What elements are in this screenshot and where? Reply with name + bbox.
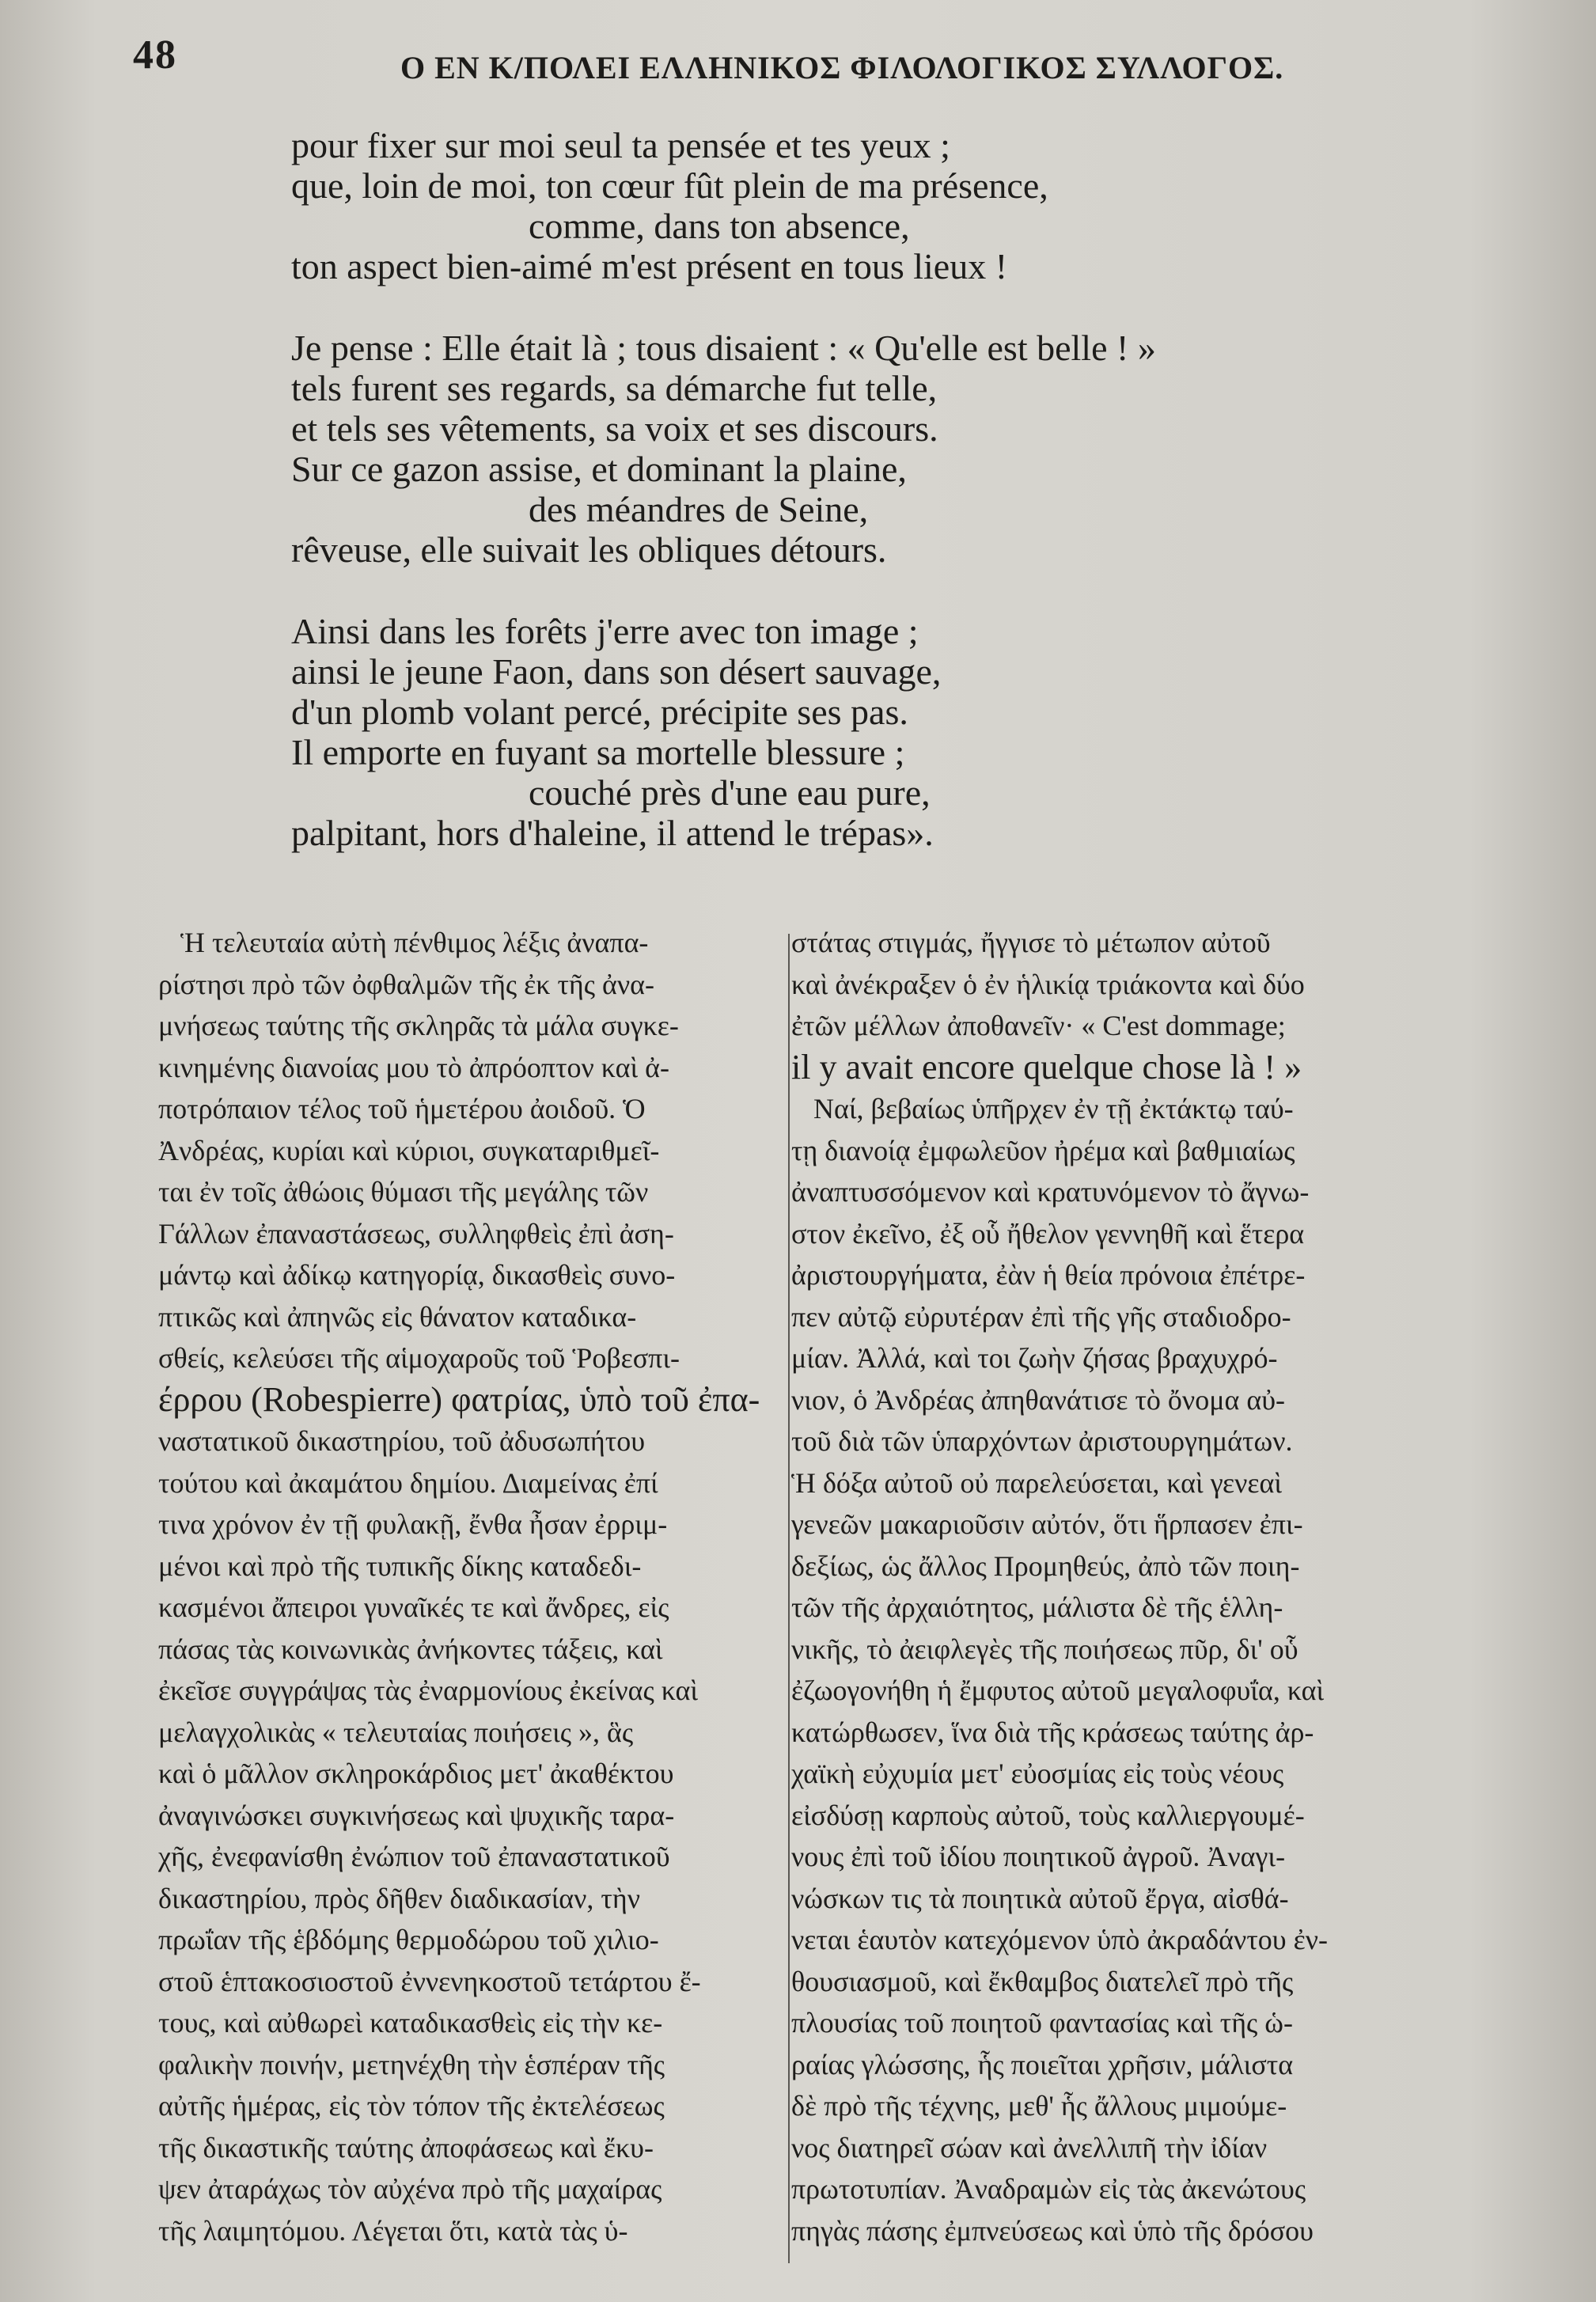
text-line: ναστατικοῦ δικαστηρίου, τοῦ ἀδυσωπήτου [158, 1425, 646, 1457]
text-line: δικαστηρίου, πρὸς δῆθεν διαδικασίαν, τὴν [158, 1882, 640, 1914]
text-line: ἀναπτυσσόμενον καὶ κρατυνόμενον τὸ ἄγνω- [791, 1176, 1310, 1208]
poem-line: Je pense : Elle était là ; tous disaient : « Qu'elle est belle ! » [291, 328, 1156, 368]
text-line: πηγὰς πάσης ἐμπνεύσεως καὶ ὑπὸ τῆς δρόσου [791, 2214, 1314, 2247]
text-line: τους, καὶ αὐθωρεὶ καταδικασθεὶς εἰς τὴν κε- [158, 2007, 663, 2038]
text-line: μάντῳ καὶ ἀδίκῳ κατηγορίᾳ, δικασθεὶς συνο- [158, 1259, 676, 1291]
text-line: il y avait encore quelque chose là ! » [791, 1047, 1302, 1087]
text-line: μίαν. Ἀλλά, καὶ τοι ζωὴν ζήσας βραχυχρό- [791, 1342, 1278, 1374]
text-line: μελαγχολικὰς « τελευταίας ποιήσεις », ἃς [158, 1716, 634, 1748]
poem-line: Ainsi dans les forêts j'erre avec ton image ; [291, 611, 919, 651]
running-title: Ο ΕΝ Κ/ΠΟΛΕΙ ΕΛΛΗΝΙΚΟΣ ΦΙΛΟΛΟΓΙΚΟΣ ΣΥΛΛΟΓΟΣ. [400, 50, 1284, 85]
text-line: θουσιασμοῦ, καὶ ἔκθαμβος διατελεῖ πρὸ τῆς [791, 1965, 1294, 1997]
text-line: τῆς δικαστικῆς ταύτης ἀποφάσεως καὶ ἔκυ- [158, 2131, 654, 2164]
text-line: τοῦ διὰ τῶν ὑπαρχόντων ἀριστουργημάτων. [791, 1425, 1293, 1457]
poem-line: Sur ce gazon assise, et dominant la plaine, [291, 449, 907, 489]
text-line: ψεν ἀταράχως τὸν αὐχένα πρὸ τῆς μαχαίρας [158, 2173, 662, 2205]
text-line: ἀναγινώσκει συγκινήσεως καὶ ψυχικῆς ταρα- [158, 1799, 675, 1831]
text-line: τινα χρόνον ἐν τῇ φυλακῇ, ἔνθα ἦσαν ἐρριμ- [158, 1508, 668, 1540]
text-line: μνήσεως ταύτης τῆς σκληρᾶς τὰ μάλα συγκε- [158, 1010, 679, 1041]
poem-line: et tels ses vêtements, sa voix et ses discours. [291, 408, 938, 449]
text-line: ποτρόπαιον τέλος τοῦ ἡμετέρου ἀοιδοῦ. Ὁ [158, 1093, 646, 1124]
column-divider [788, 934, 790, 2263]
text-line: νεται ἑαυτὸν κατεχόμενον ὑπὸ ἀκραδάντου ἐν- [791, 1924, 1328, 1955]
poem-stanza [291, 328, 1336, 570]
text-line: σθείς, κελεύσει τῆς αἱμοχαροῦς τοῦ Ῥοβεσπι- [158, 1342, 680, 1374]
text-line: καὶ ἀνέκραξεν ὁ ἐν ἡλικίᾳ τριάκοντα καὶ δύο [791, 968, 1305, 1000]
poem-line: Il emporte en fuyant sa mortelle blessure ; [291, 732, 905, 772]
text-line: νικῆς, τὸ ἀειφλεγὲς τῆς ποιήσεως πῦρ, δι' οὗ [791, 1633, 1298, 1665]
text-line: Ἡ δόξα αὐτοῦ οὐ παρελεύσεται, καὶ γενεαὶ [791, 1466, 1283, 1499]
text-line: νος διατηρεῖ σώαν καὶ ἀνελλιπῆ τὴν ἰδίαν [791, 2131, 1268, 2164]
text-line: γενεῶν μακαριοῦσιν αὐτόν, ὅτι ἥρπασεν ἐπι- [791, 1508, 1303, 1540]
text-line: Γάλλων ἐπαναστάσεως, συλληφθεὶς ἐπὶ ἀση- [158, 1217, 674, 1250]
text-line: ται ἐν τοῖς ἀθώοις θύμασι τῆς μεγάλης τῶν [158, 1176, 649, 1208]
text-line: χαϊκὴ εὐχυμία μετ' εὐοσμίας εἰς τοὺς νέους [791, 1758, 1284, 1789]
text-line: χῆς, ἐνεφανίσθη ἐνώπιον τοῦ ἐπαναστατικοῦ [158, 1841, 670, 1872]
poem-line: que, loin de moi, ton cœur fût plein de ma présence, [291, 165, 1048, 206]
text-line: στάτας στιγμάς, ἤγγισε τὸ μέτωπον αὐτοῦ [791, 927, 1271, 958]
page-header [133, 32, 1320, 103]
text-line: Ναί, βεβαίως ὑπῆρχεν ἐν τῇ ἐκτάκτῳ ταύ- [813, 1093, 1294, 1124]
poem-stanza [291, 611, 1336, 853]
text-line: ἐτῶν μέλλων ἀποθανεῖν· « C'est dommage; [791, 1010, 1286, 1041]
text-line: ἐζωογονήθη ἡ ἔμφυτος αὐτοῦ μεγαλοφυΐα, καὶ [791, 1674, 1325, 1706]
text-line: φαλικὴν ποινήν, μετηνέχθη τὴν ἑσπέραν τῆς [158, 2048, 665, 2080]
text-line: έρρου (Robespierre) φατρίας, ὑπὸ τοῦ ἐπα- [158, 1379, 760, 1419]
poem-line: pour fixer sur moi seul ta pensée et tes yeux ; [291, 125, 950, 165]
text-line: ἀριστουργήματα, ἐὰν ἡ θεία πρόνοια ἐπέτρε- [791, 1259, 1306, 1291]
text-line: κασμένοι ἄπειροι γυναῖκές τε καὶ ἄνδρες, εἰς [158, 1591, 669, 1623]
poem-line: palpitant, hors d'haleine, il attend le trépas». [291, 813, 934, 853]
text-line: πλουσίας τοῦ ποιητοῦ φαντασίας καὶ τῆς ὡ- [791, 2007, 1293, 2038]
text-line: πτικῶς καὶ ἀπηνῶς εἰς θάνατον καταδικα- [158, 1300, 637, 1333]
text-line: δεξίως, ὡς ἄλλος Προμηθεύς, ἀπὸ τῶν ποιη- [791, 1549, 1300, 1582]
french-poem [291, 125, 1336, 894]
poem-line: rêveuse, elle suivait les obliques détours. [291, 529, 887, 570]
text-line: κινημένης διανοίας μου τὸ ἀπρόοπτον καὶ ἀ- [158, 1051, 670, 1083]
text-line: νους ἐπὶ τοῦ ἰδίου ποιητικοῦ ἀγροῦ. Ἀναγι- [791, 1841, 1286, 1872]
text-line: Ἡ τελευταία αὐτὴ πένθιμος λέξις ἀναπα- [180, 927, 649, 958]
text-line: νώσκων τις τὰ ποιητικὰ αὐτοῦ ἔργα, αἰσθά- [791, 1882, 1289, 1914]
text-line: καὶ ὁ μᾶλλον σκληροκάρδιος μετ' ἀκαθέκτου [158, 1758, 674, 1789]
text-line: πρωΐαν τῆς ἑβδόμης θερμοδώρου τοῦ χιλιο- [158, 1924, 659, 1955]
right-column [791, 922, 1464, 2251]
text-line: πεν αὐτῷ εὐρυτέραν ἐπὶ τῆς γῆς σταδιοδρο- [791, 1300, 1291, 1333]
text-line: κατώρθωσεν, ἵνα διὰ τῆς κράσεως ταύτης ἀρ- [791, 1716, 1314, 1748]
text-line: νιον, ὁ Ἀνδρέας ἀπηθανάτισε τὸ ὄνομα αὐ- [791, 1383, 1286, 1416]
text-line: μένοι καὶ πρὸ τῆς τυπικῆς δίκης καταδεδι- [158, 1549, 642, 1582]
text-line: στοῦ ἑπτακοσιοστοῦ ἐννενηκοστοῦ τετάρτου ἔ- [158, 1965, 701, 1997]
page-number: 48 [133, 32, 177, 78]
text-line: τῆς λαιμητόμου. Λέγεται ὅτι, κατὰ τὰς ὑ- [158, 2214, 628, 2247]
text-line: τῶν τῆς ἀρχαιότητος, μάλιστα δὲ τῆς ἑλλη- [791, 1591, 1283, 1623]
text-line: πάσας τὰς κοινωνικὰς ἀνήκοντες τάξεις, καὶ [158, 1633, 663, 1665]
text-line: ἐκεῖσε συγγράψας τὰς ἐναρμονίους ἐκείνας καὶ [158, 1674, 699, 1706]
text-line: τῃ διανοίᾳ ἐμφωλεῦον ἠρέμα καὶ βαθμιαίως [791, 1134, 1295, 1166]
text-line: αὐτῆς ἡμέρας, εἰς τὸν τόπον τῆς ἐκτελέσεως [158, 2090, 665, 2122]
left-column [158, 922, 783, 2251]
poem-line: d'un plomb volant percé, précipite ses pas. [291, 692, 908, 732]
text-line: πρωτοτυπίαν. Ἀναδραμὼν εἰς τὰς ἀκενώτους [791, 2173, 1306, 2205]
poem-line: comme, dans ton absence, [529, 206, 910, 246]
text-line: Ἀνδρέας, κυρίαι καὶ κύριοι, συγκαταριθμεῖ- [158, 1134, 660, 1166]
poem-line: tels furent ses regards, sa démarche fut telle, [291, 368, 938, 408]
text-line: τούτου καὶ ἀκαμάτου δημίου. Διαμείνας ἐπί [158, 1466, 658, 1499]
poem-line: ainsi le jeune Faon, dans son désert sauvage, [291, 651, 942, 692]
text-line: στον ἐκεῖνο, ἐξ οὗ ἤθελον γεννηθῆ καὶ ἕτερα [791, 1217, 1305, 1250]
text-line: ρίστησι πρὸ τῶν ὀφθαλμῶν τῆς ἐκ τῆς ἀνα- [158, 968, 654, 1000]
text-line: εἰσδύσῃ καρποὺς αὐτοῦ, τοὺς καλλιεργουμέ- [791, 1799, 1305, 1831]
poem-line: couché près d'une eau pure, [529, 772, 931, 813]
text-line: δὲ πρὸ τῆς τέχνης, μεθ' ἧς ἄλλους μιμούμε- [791, 2090, 1287, 2122]
poem-line: des méandres de Seine, [529, 489, 869, 529]
text-line: ραίας γλώσσης, ἧς ποιεῖται χρῆσιν, μάλιστα [791, 2048, 1294, 2080]
poem-stanza [291, 125, 1336, 286]
poem-line: ton aspect bien-aimé m'est présent en tous lieux ! [291, 246, 1008, 286]
